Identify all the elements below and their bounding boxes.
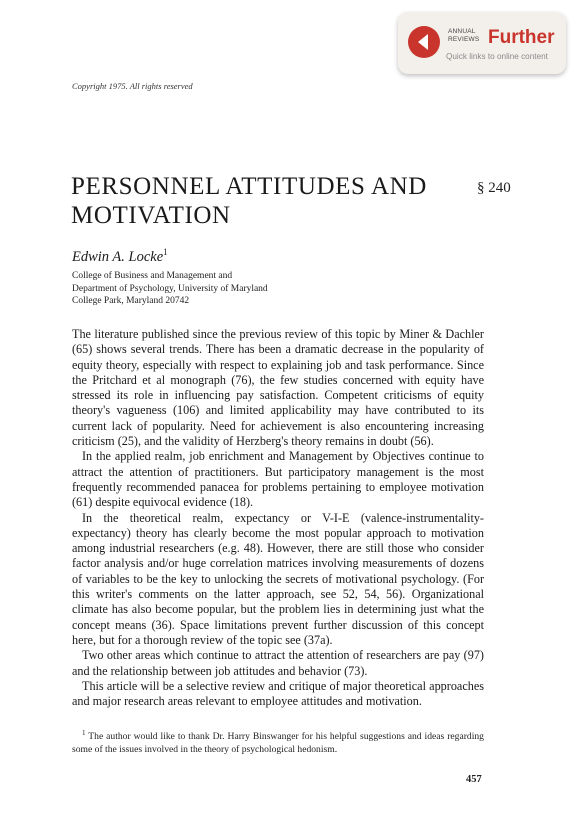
footnote [72, 727, 484, 756]
copyright-notice: Copyright 1975. All rights reserved [72, 81, 193, 91]
author-footnote-marker[interactable]: 1 [163, 247, 168, 257]
body-paragraph: The literature published since the previous review of this topic by Miner & Dachler (65) shows several trends. There has been a dramatic decrease in the popularity of equity theory, especially with respect to explaining job and task performance. Since the Pritchard et al monograph (76), the few studies concerned with equity have stressed its role in influencing pay satisfaction. Competent criticisms of equity theory's vagueness (106) and limited applicability may have contributed to its current lack of popularity. Need for achievement is also encountering increasing criticism (25), and the validity of Herzberg's theory remains in doubt (56). [72, 327, 484, 449]
affiliation-line: College of Business and Management and [72, 271, 233, 281]
page-number: 457 [466, 774, 482, 785]
body-paragraph: In the applied realm, job enrichment and Management by Objectives continue to attract the attention of practitioners. But participatory management is the most frequently recommended panacea for problems pertaining to employee motivation (61) despite equivocal evidence (18). [72, 449, 484, 510]
body-paragraph: Two other areas which continue to attract the attention of researchers are pay (97) and the relationship between job attitudes and behavior (73). [72, 648, 484, 678]
badge-further-label: Further [488, 27, 555, 48]
further-links-badge[interactable] [398, 12, 566, 74]
author-name-text: Edwin A. Locke [72, 248, 164, 265]
badge-subtitle: Quick links to online content [446, 52, 548, 61]
affiliation-line: College Park, Maryland 20742 [72, 296, 190, 306]
body-paragraph: This article will be a selective review and critique of major theoretical approaches and major research areas relevant to employee attitudes and motivation. [72, 678, 484, 709]
affiliation-line: Department of Psychology, University of Maryland [72, 283, 268, 294]
author-affiliation [72, 270, 268, 308]
footnote-text: The author would like to thank Dr. Harry Binswanger for his helpful suggestions and ideas regarding some of the issues involved in the theory of psychological hedonism. [72, 731, 484, 756]
badge-reviews-label: REVIEWS [448, 36, 480, 43]
author-name [72, 247, 168, 266]
badge-annual-label: ANNUAL [448, 28, 476, 35]
article-title: PERSONNEL ATTITUDES AND MOTIVATION [71, 173, 427, 229]
section-number: § 240 [477, 180, 511, 196]
body-paragraph: In the theoretical realm, expectancy or V-I-E (valence-instrumentality-expectancy) theory has clearly become the most popular approach to motivation among industrial researchers (e.g. 48). However, there are still those who consider factor analysis and/or huge correlation matrices involving measurements of dozens of variables to be the key to unlocking the secrets of motivational psychology. (For this writer's comments on the latter approach, see 52, 54, 56). Organizational climate has also become popular, but the problem lies in determining just what the concept means (36). Space limitations prevent further discussion of this concept here, but for a thorough review of the topic see (37a). [72, 510, 484, 647]
article-body [72, 327, 484, 709]
footnote-marker: 1 [82, 729, 86, 737]
chevron-left-icon [408, 26, 440, 58]
